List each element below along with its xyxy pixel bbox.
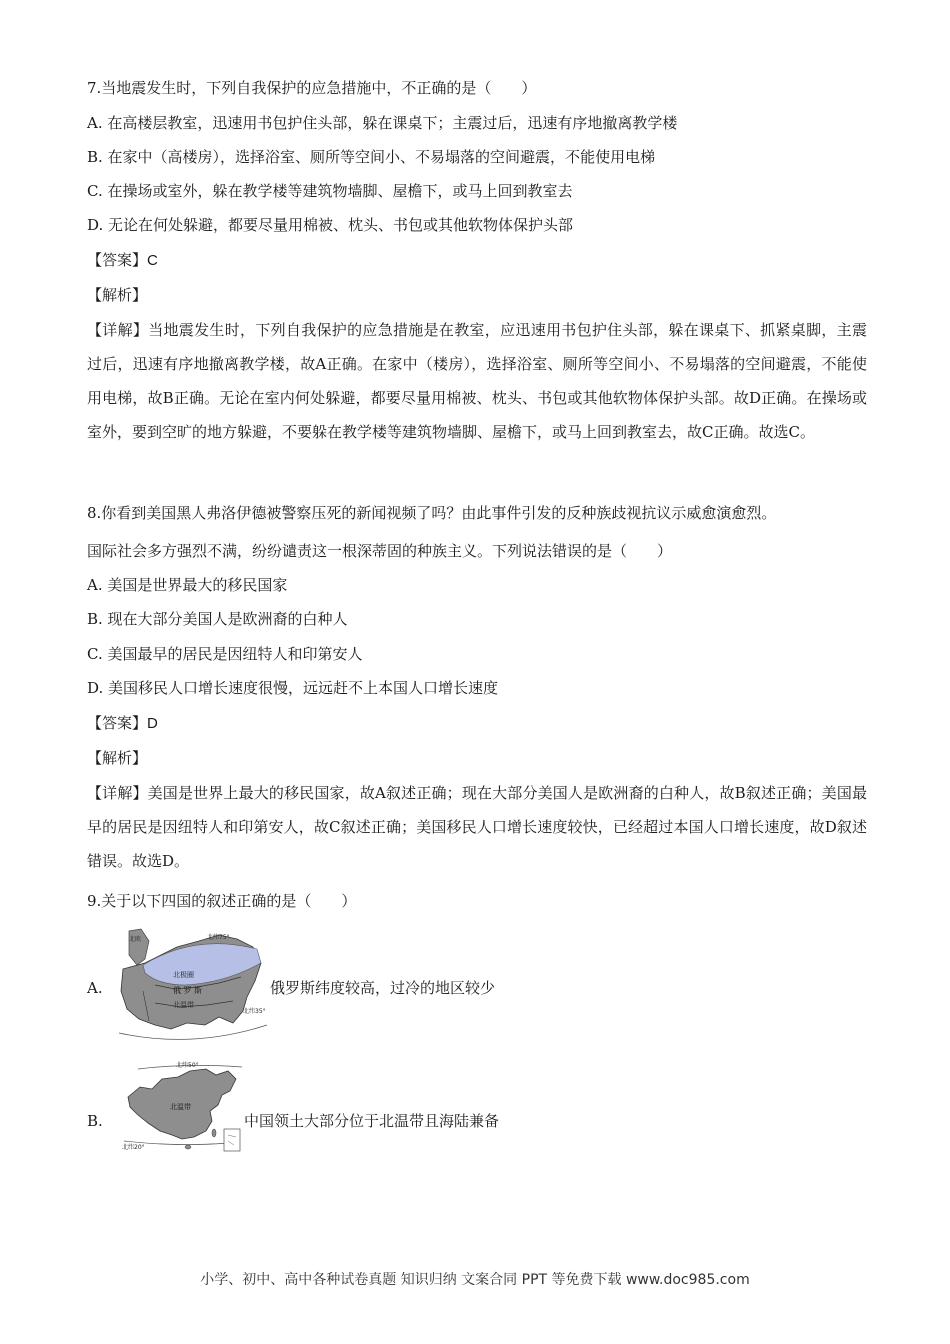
q8-option-b: B. 现在大部分美国人是欧洲裔的白种人: [87, 610, 348, 628]
q8-stem-line1: 8.你看到美国黑人弗洛伊德被警察压死的新闻视频了吗？由此事件引发的反种族歧视抗议示威愈演愈烈。: [87, 504, 777, 522]
map-a-label2: 俄 罗 斯: [173, 986, 203, 995]
detail-tag: 【详解】: [87, 321, 149, 339]
answer-value: D: [147, 715, 158, 732]
map-a-country-label: 北欧: [129, 936, 142, 943]
q7-option-c: C. 在操场或室外，躲在教学楼等建筑物墙脚、屋檐下，或马上回到教室去: [87, 182, 573, 200]
q9-option-a-text: 俄罗斯纬度较高，过冷的地区较少: [270, 979, 496, 997]
q7-stem: 7.当地震发生时，下列自我保护的应急措施中，不正确的是（ ）: [87, 79, 537, 97]
map-a-label3: 北温带: [173, 1001, 194, 1009]
china-map: [118, 1057, 246, 1159]
q8-stem-line2: 国际社会多方强烈不满，纷纷谴责这一根深蒂固的种族主义。下列说法错误的是（ ）: [87, 542, 673, 560]
q9-stem: 9.关于以下四国的叙述正确的是（ ）: [87, 892, 357, 910]
answer-tag: 【答案】: [87, 251, 148, 269]
answer-tag: 【答案】: [87, 714, 148, 732]
detail-tag: 【详解】: [87, 784, 148, 802]
detail-text: 美国是世界上最大的移民国家，故A叙述正确；现在大部分美国人是欧洲裔的白种人，故B叙述正确；美国最早的居民是因纽特人和印第安人，故C叙述正确；美国移民人口增长速度较快，已经超过本国人口增长速度，故D叙述错误。故选D。: [87, 784, 867, 870]
map-b-label: 北温带: [170, 1103, 191, 1111]
q8-answer: [87, 713, 158, 734]
detail-text: 当地震发生时，下列自我保护的应急措施是在教室，应迅速用书包护住头部，躲在课桌下、抓紧桌脚，主震过后，迅速有序地撤离教学楼，故A正确。在家中（楼房），选择浴室、厕所等空间小、不易塌落的空间避震，不能使用电梯，故B正确。无论在室内何处躲避，都要尽量用棉被、枕头、书包或其他软物体保护头部。故D正确。在操场或室外，要到空旷的地方躲避，不要躲在教学楼等建筑物墙脚、屋檐下，或马上回到教室去，故C正确。故选C。: [87, 321, 867, 441]
answer-value: C: [147, 252, 158, 269]
q8-detail: [87, 776, 867, 878]
map-a-lat2: 北纬35°: [243, 1008, 266, 1015]
q7-detail: [87, 313, 867, 449]
q7-answer: [87, 250, 158, 271]
q9-option-a-letter: A.: [87, 979, 103, 997]
q7-option-d: D. 无论在何处躲避，都要尽量用棉被、枕头、书包或其他软物体保护头部: [87, 216, 574, 234]
q8-analysis-tag: 【解析】: [87, 749, 148, 767]
page-footer: 小学、初中、高中各种试卷真题 知识归纳 文案合同 PPT 等免费下载 www.doc985.com: [200, 1272, 750, 1288]
russia-map: [115, 925, 270, 1043]
q8-option-d: D. 美国移民人口增长速度很慢，远远赶不上本国人口增长速度: [87, 679, 499, 697]
q9-option-b-text: 中国领土大部分位于北温带且海陆兼备: [244, 1112, 500, 1130]
map-a-label1: 北极圈: [173, 971, 194, 979]
q9-option-b-letter: B.: [87, 1112, 103, 1130]
map-b-lat1: 北纬50°: [176, 1062, 199, 1069]
q8-option-c: C. 美国最早的居民是因纽特人和印第安人: [87, 645, 363, 663]
q7-analysis-tag: 【解析】: [87, 286, 148, 304]
map-b-lat2: 北纬20°: [122, 1144, 145, 1151]
q7-option-b: B. 在家中（高楼房），选择浴室、厕所等空间小、不易塌落的空间避震，不能使用电梯: [87, 148, 656, 166]
map-a-lat1: 北纬75°: [207, 934, 230, 941]
q7-option-a: A. 在高楼层教室，迅速用书包护住头部，躲在课桌下；主震过后，迅速有序地撤离教学楼: [87, 114, 678, 132]
q8-option-a: A. 美国是世界最大的移民国家: [87, 576, 288, 594]
